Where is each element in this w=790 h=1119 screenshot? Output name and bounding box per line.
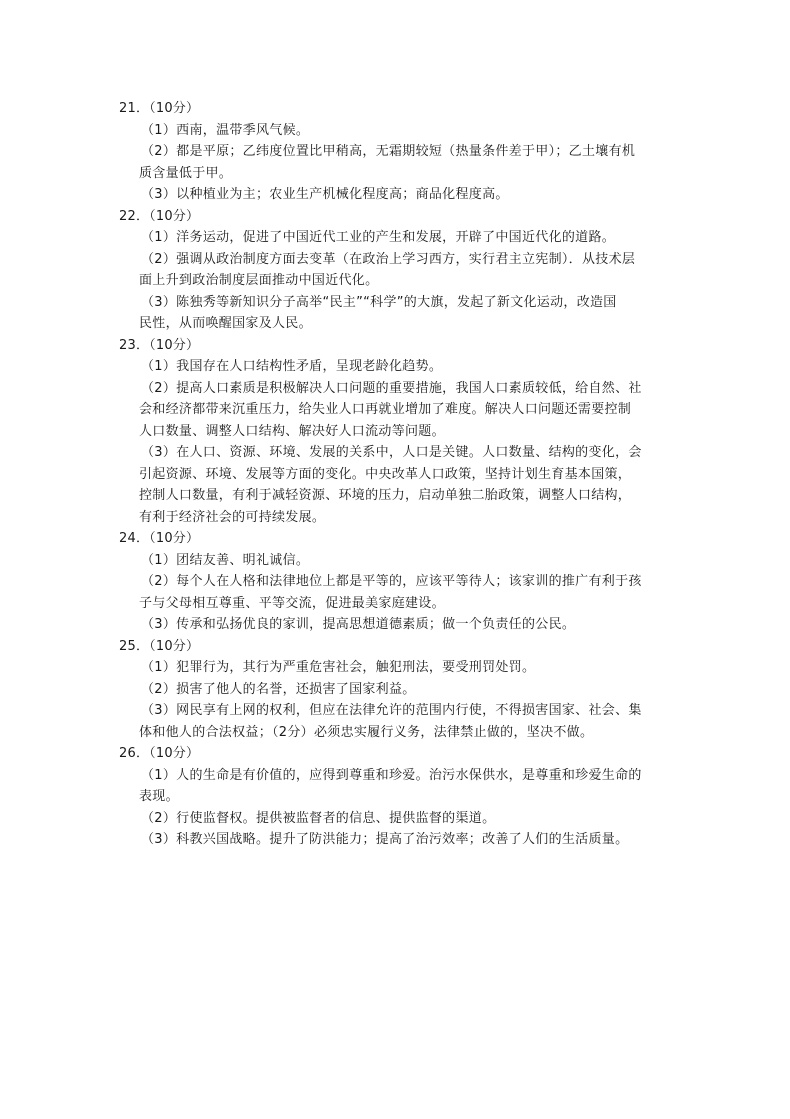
answer-item [119, 700, 674, 743]
answer-line: （3）科教兴国战略。提升了防洪能力；提高了治污效率；改善了人们的生活质量。 [141, 832, 629, 847]
answer-line: （1）犯罪行为，其行为严重危害社会，触犯刑法，要受刑罚处罚。 [141, 660, 536, 675]
answer-line: 表现。 [139, 789, 179, 804]
question-section [119, 98, 674, 206]
answer-line: 会和经济都带来沉重压力，给失业人口再就业增加了难度。解决人口问题还需要控制 [139, 402, 632, 417]
answer-item [119, 227, 674, 249]
question-section [119, 743, 674, 851]
answer-item [119, 657, 674, 679]
answer-item [119, 378, 674, 443]
answer-line: （2）提高人口素质是积极解决人口问题的重要措施，我国人口素质较低，给自然、社 [141, 380, 642, 396]
question-number: 21．（10分） [119, 101, 200, 116]
answer-line: （2）行使监督权。提供被监督者的信息、提供监督的渠道。 [141, 810, 496, 826]
answer-item [119, 120, 674, 142]
answer-item [119, 141, 674, 184]
answer-item [119, 765, 674, 808]
answer-line: 控制人口数量，有利于减轻资源、环境的压力，启动单独二胎政策，调整人口结构， [139, 488, 632, 503]
answer-line: （1）我国存在人口结构性矛盾，呈现老龄化趋势。 [141, 359, 443, 374]
question-number: 25．（10分） [119, 638, 200, 654]
answer-item [119, 808, 674, 830]
answer-line: 体和他人的合法权益；（2分）必须忠实履行义务，法律禁止做的，坚决不做。 [139, 724, 594, 740]
answer-line: 人口数量、调整人口结构、解决好人口流动等问题。 [139, 423, 445, 439]
answer-item [119, 679, 674, 701]
answer-line: （3）陈独秀等新知识分子高举“民主”“科学”的大旗，发起了新文化运动，改造国 [141, 294, 617, 310]
answer-key [119, 98, 674, 851]
question-number: 22．（10分） [119, 208, 200, 224]
answer-item [119, 571, 674, 614]
answer-item [119, 249, 674, 292]
answer-line: （3）传承和弘扬优良的家训，提高思想道德素质；做一个负责任的公民。 [141, 617, 576, 632]
answer-line: （2）都是平原；乙纬度位置比甲稍高，无霜期较短（热量条件差于甲）；乙土壤有机 [141, 144, 636, 159]
answer-line: 面上升到政治制度层面推动中国近代化。 [139, 273, 379, 288]
answer-line: （3）网民享有上网的权利，但应在法律允许的范围内行使，不得损害国家、社会、集 [141, 703, 642, 718]
question-section [119, 636, 674, 744]
answer-line: （3）以种植业为主；农业生产机械化程度高；商品化程度高。 [141, 187, 509, 202]
answer-item [119, 614, 674, 636]
question-number: 24．（10分） [119, 531, 200, 546]
question-number: 23．（10分） [119, 337, 200, 353]
answer-item [119, 442, 674, 528]
question-section [119, 335, 674, 529]
answer-item [119, 356, 674, 378]
answer-line: （2）强调从政治制度方面去变革（在政治上学习西方，实行君主立宪制）．从技术层 [141, 251, 636, 267]
answer-line: （2）损害了他人的名誉，还损害了国家利益。 [141, 681, 416, 697]
answer-line: （3）在人口、资源、环境、发展的关系中，人口是关键。人口数量、结构的变化，会 [141, 445, 642, 460]
answer-line: （1）洋务运动，促进了中国近代工业的产生和发展，开辟了中国近代化的道路。 [141, 230, 616, 245]
answer-line: （1）西南，温带季风气候。 [141, 122, 310, 138]
answer-line: 引起资源、环境、发展等方面的变化。中央改革人口政策，坚持计划生育基本国策， [139, 466, 632, 482]
answer-line: 子与父母相互尊重、平等交流，促进最美家庭建设。 [139, 595, 445, 611]
question-section [119, 206, 674, 335]
answer-line: （1）人的生命是有价值的，应得到尊重和珍爱。治污水保供水，是尊重和珍爱生命的 [141, 767, 642, 783]
answer-item [119, 184, 674, 206]
answer-line: 质含量低于甲。 [139, 165, 233, 181]
answer-item [119, 550, 674, 572]
answer-line: （1）团结友善、明礼诚信。 [141, 552, 310, 568]
question-number: 26．（10分） [119, 746, 200, 761]
answer-item [119, 292, 674, 335]
question-section [119, 528, 674, 636]
answer-item [119, 829, 674, 851]
answer-line: 民性，从而唤醒国家及人民。 [139, 316, 312, 331]
answer-line: 有利于经济社会的可持续发展。 [139, 509, 326, 525]
answer-line: （2）每个人在人格和法律地位上都是平等的，应该平等待人；该家训的推广有利于孩 [141, 574, 642, 589]
